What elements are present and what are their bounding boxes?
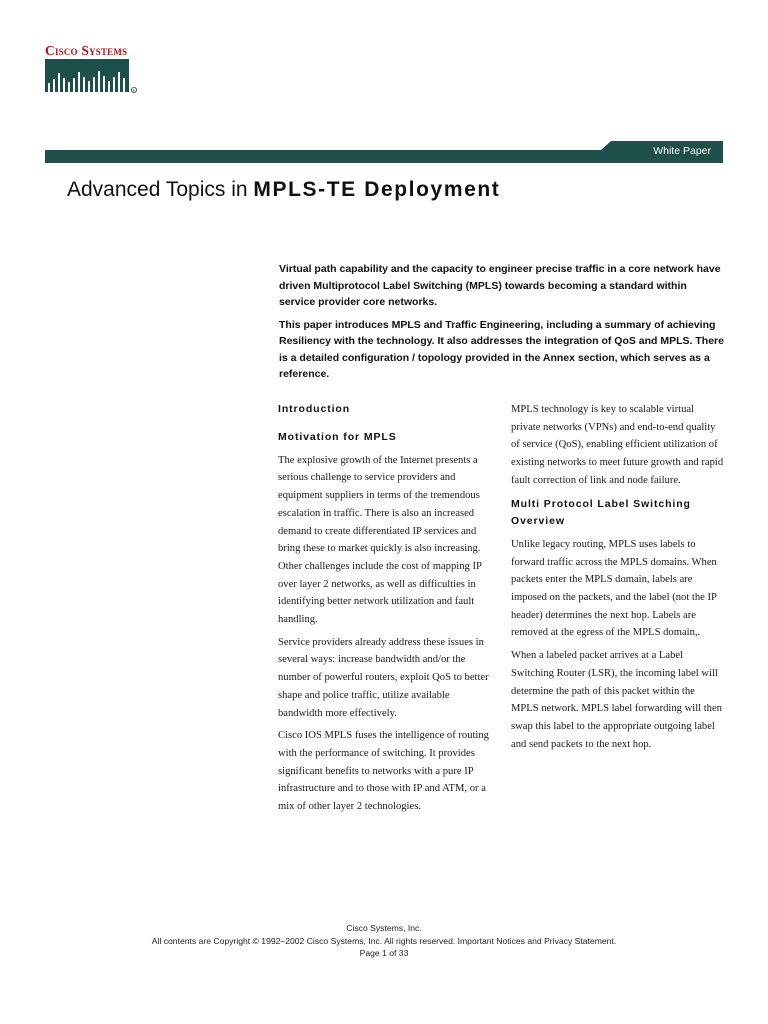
abstract-paragraph: Virtual path capability and the capacity to engineer precise traffic in a core network have driven Multiprotocol Label Switching (MPLS) towards becoming a standard within service provider core networks.: [279, 263, 721, 308]
section-heading-introduction: Introduction: [278, 403, 351, 415]
body-paragraph: MPLS technology is key to scalable virtual private networks (VPNs) and end-to-end quality of service (QoS), enabling efficient utilization of existing networks to meet future growth and rapid fault correction of link and node failure.: [511, 404, 724, 486]
banner-label: White Paper: [653, 145, 711, 157]
body-paragraph: Cisco IOS MPLS fuses the intelligence of routing with the performance of switching. It provides significant benefits to networks with a pure IP infrastructure and to those with IP and ATM, or a mix of other layer 2 technologies.: [278, 730, 489, 813]
white-paper-banner: [45, 141, 723, 163]
banner-shape: [45, 141, 723, 163]
title-prefix: Advanced Topics in: [67, 178, 254, 201]
page-footer: [0, 922, 768, 960]
footer-page-number: Page 1 of 33: [359, 948, 409, 958]
footer-company: Cisco Systems, Inc.: [346, 923, 422, 933]
subsection-heading-motivation: Motivation for MPLS: [278, 431, 397, 443]
body-paragraph: The explosive growth of the Internet presents a serious challenge to service providers and equipment suppliers in terms of the tremendous escalation in traffic. There is also an increased demand to create differentiated IP services and bring these to market quickly is also increasing. Other challenges include the cost of mapping IP over layer 2 networks, as well as difficulties in identifying better network utilization and fault handling.: [278, 454, 482, 626]
cisco-bridge-logo-icon: [45, 59, 140, 97]
logo-wordmark: Cisco Systems: [45, 43, 128, 58]
right-column: [511, 401, 724, 758]
body-paragraph: When a labeled packet arrives at a Label Switching Router (LSR), the incoming label will determine the path of this packet within the MPLS network. MPLS label forwarding will then swap this label to the appropriate outgoing label and send packets to the next hop.: [511, 650, 722, 750]
svg-text:R: R: [132, 87, 136, 93]
abstract-paragraph: This paper introduces MPLS and Traffic Engineering, including a summary of achieving Resiliency with the technology. It also addresses the integration of QoS and MPLS. There is a detailed configuration / topology provided in the Annex section, which serves as a reference.: [279, 318, 724, 380]
subsection-heading-mpls-overview: Multi Protocol Label Switching Overview: [511, 497, 691, 528]
left-column: [278, 401, 491, 821]
footer-copyright: All contents are Copyright © 1992–2002 Cisco Systems, Inc. All rights reserved. Important Notices and Privacy Statement.: [151, 935, 617, 946]
body-paragraph: Service providers already address these issues in several ways: increase bandwidth and/or the number of powerful routers, exploit QoS to better shape and police traffic, utilize available bandwidth more effectively.: [278, 636, 489, 719]
abstract: [279, 261, 724, 389]
cisco-logo: [45, 44, 140, 96]
body-paragraph: Unlike legacy routing, MPLS uses labels to forward traffic across the MPLS domains. When packets enter the MPLS domain, labels are imposed on the packets, and the label (not the IP header) determines the next hop. Labels are removed at the egress of the MPLS domain,.: [511, 538, 717, 639]
page-title: [67, 178, 500, 202]
title-emphasis: MPLS-TE Deployment: [253, 178, 501, 201]
